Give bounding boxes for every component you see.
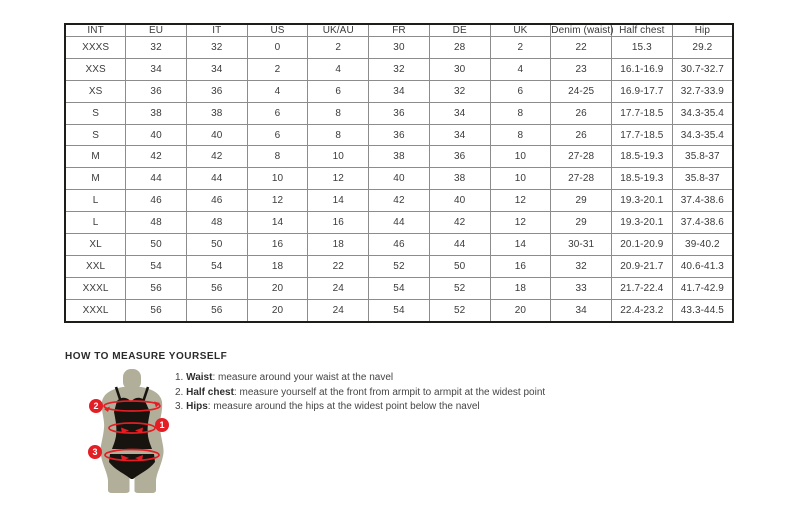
size-cell: 29: [551, 212, 612, 234]
size-cell: 36: [369, 124, 430, 146]
instruction-text: measure around your waist at the navel: [218, 372, 394, 383]
instruction-text: measure around the hips at the widest point below the navel: [213, 401, 480, 412]
marker-half-chest-label: 2: [93, 401, 99, 411]
size-cell: 52: [429, 277, 490, 299]
size-cell: 14: [308, 190, 369, 212]
table-row: [65, 58, 733, 80]
size-cell: 12: [490, 190, 551, 212]
size-cell: 30: [369, 37, 430, 59]
size-column-header: Half chest: [611, 24, 672, 37]
size-cell: 54: [126, 255, 187, 277]
size-column-header: Hip: [672, 24, 733, 37]
size-cell: 20.1-20.9: [611, 234, 672, 256]
size-column-header: US: [247, 24, 308, 37]
measure-instruction-item: 2. Half chest: measure yourself at the front from armpit to armpit at the widest point: [175, 386, 546, 398]
size-cell: 30: [429, 58, 490, 80]
size-cell: 39-40.2: [672, 234, 733, 256]
size-cell: 8: [490, 102, 551, 124]
size-cell: XL: [65, 234, 126, 256]
size-cell: 29: [551, 190, 612, 212]
size-cell: 44: [429, 234, 490, 256]
size-cell: 18: [308, 234, 369, 256]
size-cell: XXXS: [65, 37, 126, 59]
size-cell: 48: [186, 212, 247, 234]
size-cell: 50: [186, 234, 247, 256]
size-cell: 16: [490, 255, 551, 277]
size-cell: XXXL: [65, 277, 126, 299]
size-cell: 38: [126, 102, 187, 124]
size-cell: 2: [247, 58, 308, 80]
table-row: [65, 80, 733, 102]
size-cell: 46: [186, 190, 247, 212]
size-cell: 8: [308, 102, 369, 124]
size-cell: 8: [490, 124, 551, 146]
size-cell: 54: [186, 255, 247, 277]
instruction-text: measure yourself at the front from armpit to armpit at the widest point: [239, 386, 546, 398]
size-cell: 22: [551, 37, 612, 59]
size-cell: 0: [247, 37, 308, 59]
size-column-header: UK/AU: [308, 24, 369, 37]
marker-half-chest: [89, 399, 103, 413]
size-cell: 26: [551, 124, 612, 146]
size-cell: 27-28: [551, 168, 612, 190]
size-cell: 40: [126, 124, 187, 146]
size-cell: 28: [429, 37, 490, 59]
size-cell: 34.3-35.4: [672, 102, 733, 124]
table-row: [65, 124, 733, 146]
size-cell: 19.3-20.1: [611, 212, 672, 234]
instruction-number: 3.: [175, 401, 184, 412]
instruction-term: Waist: [186, 372, 213, 383]
size-cell: 10: [308, 146, 369, 168]
size-cell: 8: [247, 146, 308, 168]
size-cell: 19.3-20.1: [611, 190, 672, 212]
table-row: [65, 234, 733, 256]
size-cell: 6: [247, 102, 308, 124]
table-row: [65, 277, 733, 299]
size-cell: 37.4-38.6: [672, 212, 733, 234]
size-cell: 41.7-42.9: [672, 277, 733, 299]
marker-hips: [88, 445, 102, 459]
size-cell: 34: [429, 124, 490, 146]
table-header-row: [65, 24, 733, 37]
size-cell: 56: [186, 299, 247, 322]
size-cell: 32: [126, 37, 187, 59]
table-row: [65, 255, 733, 277]
size-cell: L: [65, 212, 126, 234]
size-cell: 14: [247, 212, 308, 234]
size-cell: 36: [429, 146, 490, 168]
size-cell: 16.1-16.9: [611, 58, 672, 80]
size-cell: 22.4-23.2: [611, 299, 672, 322]
size-cell: 56: [126, 299, 187, 322]
measure-instructions-list: [175, 373, 545, 417]
size-cell: L: [65, 190, 126, 212]
size-column-header: Denim (waist): [551, 25, 614, 36]
size-cell: 56: [186, 277, 247, 299]
size-cell: 12: [308, 168, 369, 190]
size-cell: XS: [65, 80, 126, 102]
table-row: [65, 102, 733, 124]
size-cell: 6: [247, 124, 308, 146]
size-cell: 30.7-32.7: [672, 58, 733, 80]
size-cell: 32: [429, 80, 490, 102]
instruction-number: 1.: [175, 372, 184, 383]
size-cell: 35.8-37: [672, 146, 733, 168]
measure-instruction-item: 1. Waist: measure around your waist at the navel: [175, 372, 394, 383]
size-cell: 34: [186, 58, 247, 80]
size-cell: 46: [369, 234, 430, 256]
size-cell: 14: [490, 234, 551, 256]
size-cell: S: [65, 102, 126, 124]
size-cell: 33: [551, 277, 612, 299]
size-cell: 16.9-17.7: [611, 80, 672, 102]
size-cell: 52: [429, 299, 490, 322]
size-cell: XXXL: [65, 299, 126, 322]
size-cell: 2: [490, 37, 551, 59]
size-cell: 23: [551, 58, 612, 80]
size-cell: 22: [308, 255, 369, 277]
size-column-header: FR: [369, 24, 430, 37]
size-cell: 10: [247, 168, 308, 190]
size-cell: 6: [490, 80, 551, 102]
size-cell: 10: [490, 146, 551, 168]
size-cell: 38: [186, 102, 247, 124]
size-cell: 32: [551, 255, 612, 277]
size-cell: 42: [126, 146, 187, 168]
size-cell: 18.5-19.3: [611, 146, 672, 168]
size-cell: 36: [369, 102, 430, 124]
size-cell: 38: [429, 168, 490, 190]
size-column-header: DE: [429, 24, 490, 37]
size-cell: 16: [247, 234, 308, 256]
size-cell: 12: [247, 190, 308, 212]
size-cell: 34: [369, 80, 430, 102]
size-cell: 48: [126, 212, 187, 234]
size-cell: 40: [429, 190, 490, 212]
size-cell: 35.8-37: [672, 168, 733, 190]
size-cell: 21.7-22.4: [611, 277, 672, 299]
size-cell: 4: [308, 58, 369, 80]
size-cell: 40: [186, 124, 247, 146]
size-cell: 50: [429, 255, 490, 277]
size-cell: 10: [490, 168, 551, 190]
size-cell: 8: [308, 124, 369, 146]
marker-hips-label: 3: [92, 447, 98, 457]
size-cell: 26: [551, 102, 612, 124]
size-cell: 36: [186, 80, 247, 102]
size-cell: 4: [247, 80, 308, 102]
size-cell: 43.3-44.5: [672, 299, 733, 322]
size-cell: 20: [490, 299, 551, 322]
size-cell: 20: [247, 299, 308, 322]
table-row: [65, 146, 733, 168]
size-cell: 32: [186, 37, 247, 59]
size-cell: 46: [126, 190, 187, 212]
size-cell: XXS: [65, 58, 126, 80]
size-cell: 12: [490, 212, 551, 234]
size-cell: 54: [369, 299, 430, 322]
table-row: [65, 190, 733, 212]
size-cell: 37.4-38.6: [672, 190, 733, 212]
size-cell: 44: [186, 168, 247, 190]
marker-waist: [155, 418, 169, 432]
size-cell: 30-31: [551, 234, 612, 256]
size-cell: 56: [126, 277, 187, 299]
size-cell: 17.7-18.5: [611, 124, 672, 146]
size-cell: 24-25: [551, 80, 612, 102]
table-row: [65, 299, 733, 322]
size-cell: 42: [429, 212, 490, 234]
size-column-header: INT: [65, 24, 126, 37]
measure-section-title: HOW TO MEASURE YOURSELF: [65, 351, 228, 362]
size-cell: 32.7-33.9: [672, 80, 733, 102]
size-column-header: EU: [126, 24, 187, 37]
size-cell: 24: [308, 299, 369, 322]
instruction-number: 2.: [175, 386, 184, 398]
size-cell: 16: [308, 212, 369, 234]
size-cell: 2: [308, 37, 369, 59]
size-cell: 18.5-19.3: [611, 168, 672, 190]
size-cell: 32: [369, 58, 430, 80]
size-cell: S: [65, 124, 126, 146]
size-cell: 27-28: [551, 146, 612, 168]
instruction-term: Half chest: [186, 386, 234, 398]
size-cell: 15.3: [611, 37, 672, 59]
size-cell: 54: [369, 277, 430, 299]
size-cell: 29.2: [672, 37, 733, 59]
size-cell: 6: [308, 80, 369, 102]
size-cell: 20: [247, 277, 308, 299]
size-chart-body: [65, 37, 733, 323]
size-cell: 42: [186, 146, 247, 168]
size-cell: 24: [308, 277, 369, 299]
size-cell: 52: [369, 255, 430, 277]
size-cell: 44: [126, 168, 187, 190]
size-cell: 44: [369, 212, 430, 234]
size-cell: M: [65, 146, 126, 168]
size-cell: 20.9-21.7: [611, 255, 672, 277]
size-cell: 42: [369, 190, 430, 212]
size-cell: M: [65, 168, 126, 190]
size-column-header: UK: [490, 24, 551, 37]
size-cell: 38: [369, 146, 430, 168]
table-row: [65, 168, 733, 190]
size-cell: 34.3-35.4: [672, 124, 733, 146]
size-column-header: IT: [186, 24, 247, 37]
measure-instruction-item: 3. Hips: measure around the hips at the widest point below the navel: [175, 401, 480, 412]
size-chart-header: [65, 24, 733, 37]
marker-waist-label: 1: [159, 420, 165, 430]
size-cell: 40: [369, 168, 430, 190]
size-cell: 18: [247, 255, 308, 277]
size-cell: 34: [429, 102, 490, 124]
size-cell: 34: [126, 58, 187, 80]
size-cell: 36: [126, 80, 187, 102]
size-cell: 40.6-41.3: [672, 255, 733, 277]
size-chart: [64, 23, 734, 323]
size-cell: 34: [551, 299, 612, 322]
size-cell: 4: [490, 58, 551, 80]
measurement-mannequin-illustration: [75, 368, 185, 496]
size-cell: 17.7-18.5: [611, 102, 672, 124]
size-chart-table: [64, 23, 734, 323]
instruction-term: Hips: [186, 401, 208, 412]
table-row: [65, 37, 733, 59]
table-row: [65, 212, 733, 234]
size-cell: 18: [490, 277, 551, 299]
size-cell: 50: [126, 234, 187, 256]
mannequin-figure-icon: [75, 368, 185, 496]
size-cell: XXL: [65, 255, 126, 277]
